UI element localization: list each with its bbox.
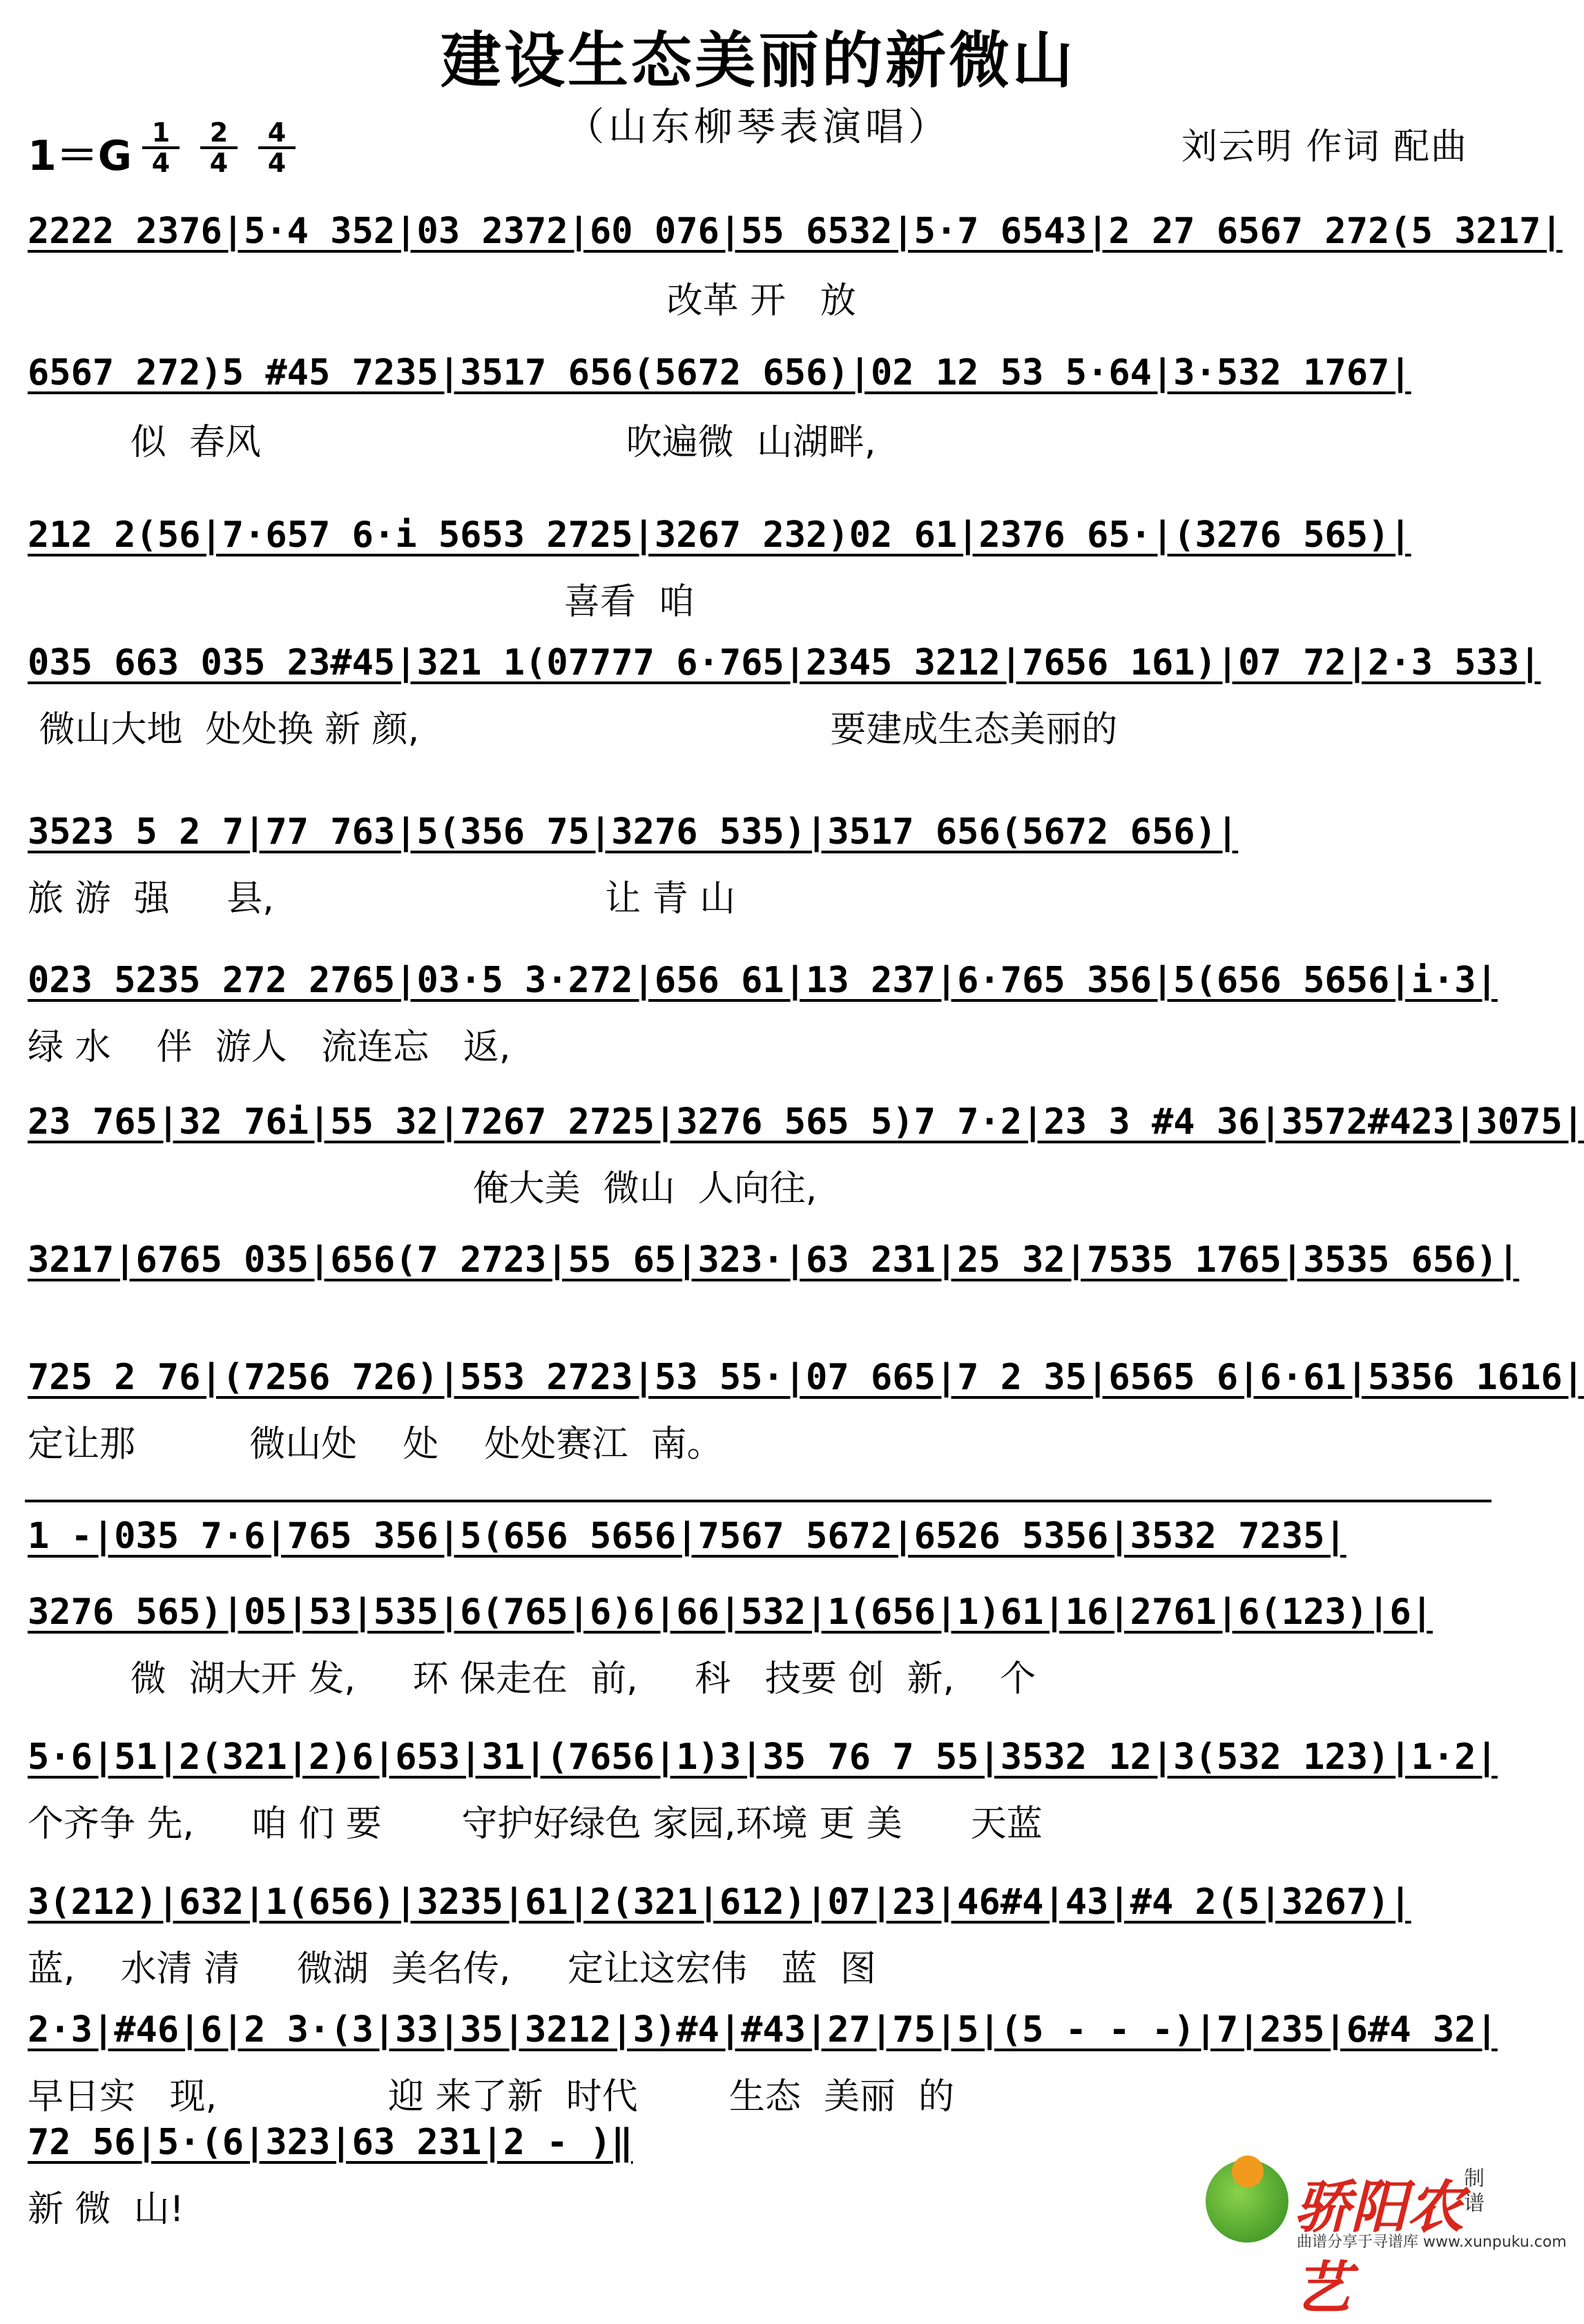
- lyrics: 定让那 微山处 处 处处赛江 南。: [28, 1424, 723, 1465]
- lyrics: 微 湖大开 发, 环 保走在 前, 科 技要 创 新, 个: [28, 1658, 1036, 1700]
- notes: 6567 272)5 #45 7235|3517 656(5672 656)|02 12 53 5·64|3·532 1767|: [28, 352, 1411, 394]
- notes: 2·3|#46|6|2 3·(3|33|35|3212|3)#4|#43|27|75|5|(5 - - -)|7|235|6#4 32|: [28, 2009, 1498, 2051]
- rule: [25, 1500, 1491, 1502]
- lyrics: 改革 开 放: [28, 280, 856, 322]
- lyrics: 微山大地 处处换 新 颜, 要建成生态美丽的: [28, 709, 1118, 751]
- subtitle: （山东柳琴表演唱）: [566, 105, 951, 150]
- notes: 72 56|5·(6|323|63 231|2 - )‖: [28, 2122, 633, 2163]
- footer-logo: [1206, 2153, 1567, 2321]
- notes: 3217|6765 035|656(7 2723|55 65|323·|63 231|25 32|7535 1765|3535 656)|: [28, 1239, 1520, 1281]
- notes: 725 2 76|(7256 726)|553 2723|53 55·|07 665|7 2 35|6565 6|6·61|5356 1616|: [28, 1357, 1584, 1398]
- time-signature-3: 4 4: [258, 119, 296, 177]
- brand-tag: 制谱: [1464, 2167, 1485, 2216]
- lyrics: 似 春风 吹遍微 山湖畔,: [28, 422, 876, 463]
- lyrics: 喜看 咱: [28, 581, 695, 623]
- time-signature-1: 1 4: [142, 119, 180, 177]
- notes: 023 5235 272 2765|03·5 3·272|656 61|13 237|6·765 356|5(656 5656|i·3|: [28, 960, 1498, 1001]
- lyrics: 早日实 现, 迎 来了新 时代 生态 美丽 的: [28, 2076, 954, 2118]
- leaf-icon: [1206, 2160, 1288, 2243]
- lyrics: 新 微 山!: [28, 2189, 184, 2230]
- lyrics: 绿 水 伴 游人 流连忘 返,: [28, 1027, 511, 1068]
- time-signature-2: 2 4: [200, 119, 238, 177]
- notes: 3(212)|632|1(656)|3235|61|2(321|612)|07|23|46#4|43|#4 2(5|3267)|: [28, 1881, 1411, 1923]
- notes: 23 765|32 76i|55 32|7267 2725|3276 565 5)7 7·2|23 3 #4 36|3572#423|3075|: [28, 1101, 1584, 1143]
- brand-name: 骄阳农艺: [1294, 2174, 1464, 2321]
- lyrics: 蓝, 水清 清 微湖 美名传, 定让这宏伟 蓝 图: [28, 1948, 876, 1990]
- credit: 刘云明 作词 配曲: [1181, 126, 1468, 168]
- lyrics: 旅 游 强 县, 让 青 山: [28, 878, 736, 920]
- lyrics: 个齐争 先, 咱 们 要 守护好绿色 家园,环境 更 美 天蓝: [28, 1803, 1043, 1845]
- notes: 212 2(56|7·657 6·i 5653 2725|3267 232)02 61|2376 65·|(3276 565)|: [28, 514, 1411, 556]
- notes: 035 663 035 23#45|321 1(07777 6·765|2345 3212|7656 161)|07 72|2·3 533|: [28, 642, 1541, 684]
- page-title: 建设生态美丽的新微山: [440, 25, 1076, 96]
- notes: 5·6|51|2(321|2)6|653|31|(7656|1)3|35 76 7 55|3532 12|3(532 123)|1·2|: [28, 1736, 1498, 1778]
- lyrics: 俺大美 微山 人向往,: [28, 1168, 818, 1210]
- notes: 3523 5 2 7|77 763|5(356 75|3276 535)|3517 656(5672 656)|: [28, 811, 1239, 853]
- key-signature: 1＝G: [28, 132, 132, 180]
- notes: 2222 2376|5·4 352|03 2372|60 076|55 6532|5·7 6543|2 27 6567 272(5 3217|: [28, 211, 1563, 252]
- brand-sub: 曲谱分享于寻谱库 www.xunpuku.com: [1297, 2234, 1567, 2251]
- notes: 1 -|035 7·6|765 356|5(656 5656|7567 5672|6526 5356|3532 7235|: [28, 1516, 1346, 1557]
- notes: 3276 565)|05|53|535|6(765|6)6|66|532|1(656|1)61|16|2761|6(123)|6|: [28, 1591, 1433, 1633]
